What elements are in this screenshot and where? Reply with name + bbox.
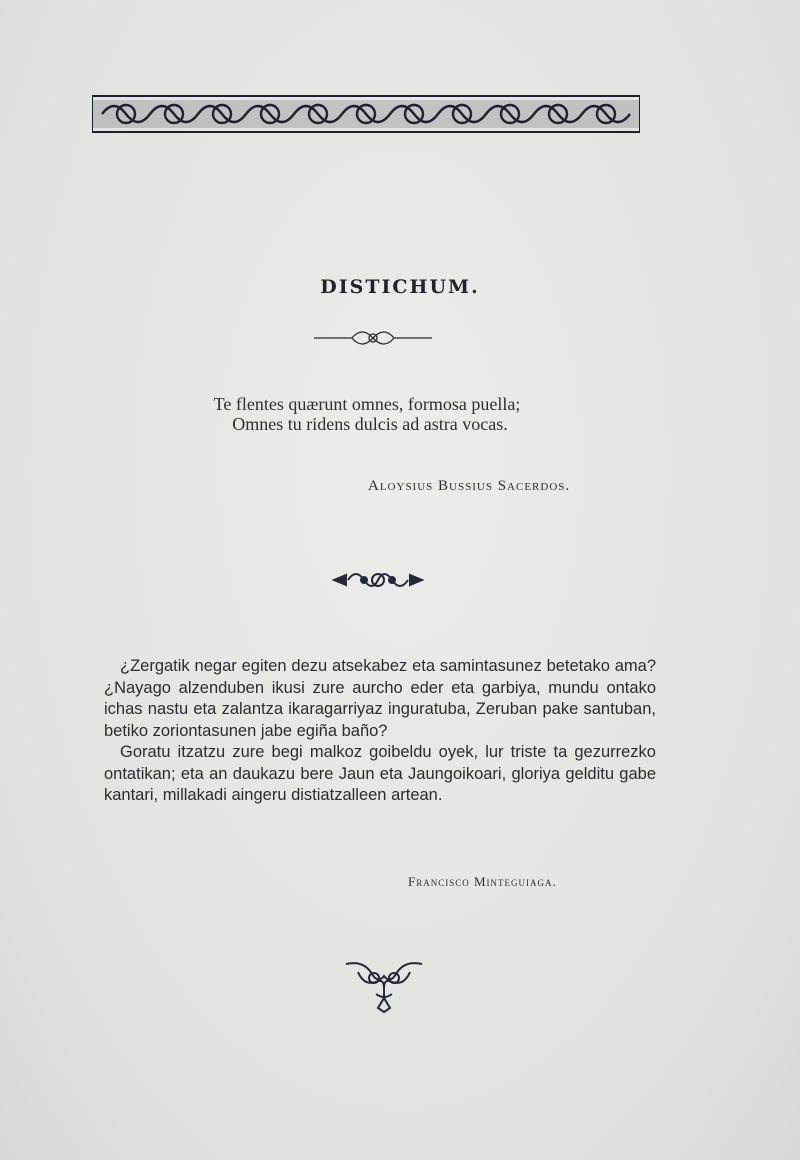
divider-ornament xyxy=(314,324,432,352)
verse-line-1: Te flentes quærunt omnes, formosa puella; xyxy=(213,394,521,414)
prose-paragraph-2: Goratu itzatzu zure begi malkoz goibeldu oyek, lur triste ta gezurrezko ontatikan; eta an daukazu bere Jaun eta Jaungoikoari, gloriya gelditu gabe kantari, millakadi aingeru distiatzalleen artean. xyxy=(104,743,656,804)
signature-francisco: Francisco Minteguiaga. xyxy=(408,874,557,889)
tailpiece-ornament xyxy=(344,958,424,1014)
fleuron-ornament xyxy=(332,566,424,594)
verse-line-2: Omnes tu ridens dulcis ad astra vocas. xyxy=(232,414,508,434)
scroll-band-ornament xyxy=(92,92,640,136)
prose-block xyxy=(104,656,656,807)
signature-aloysius: Aloysius Bussius Sacerdos. xyxy=(368,478,571,494)
page-title: DISTICHUM. xyxy=(320,276,480,298)
prose-paragraph-1: ¿Zergatik negar egiten dezu atsekabez eta samintasunez betetako ama? ¿Nayago alzenduben ikusi zure aurcho eder eta garbiya, mundu ontako ichas nastu eta zalantza ikaragarriyaz inguratuba, Zeruban pake santuban, betiko zoriontasunen jabe egiña baño? xyxy=(104,657,656,740)
